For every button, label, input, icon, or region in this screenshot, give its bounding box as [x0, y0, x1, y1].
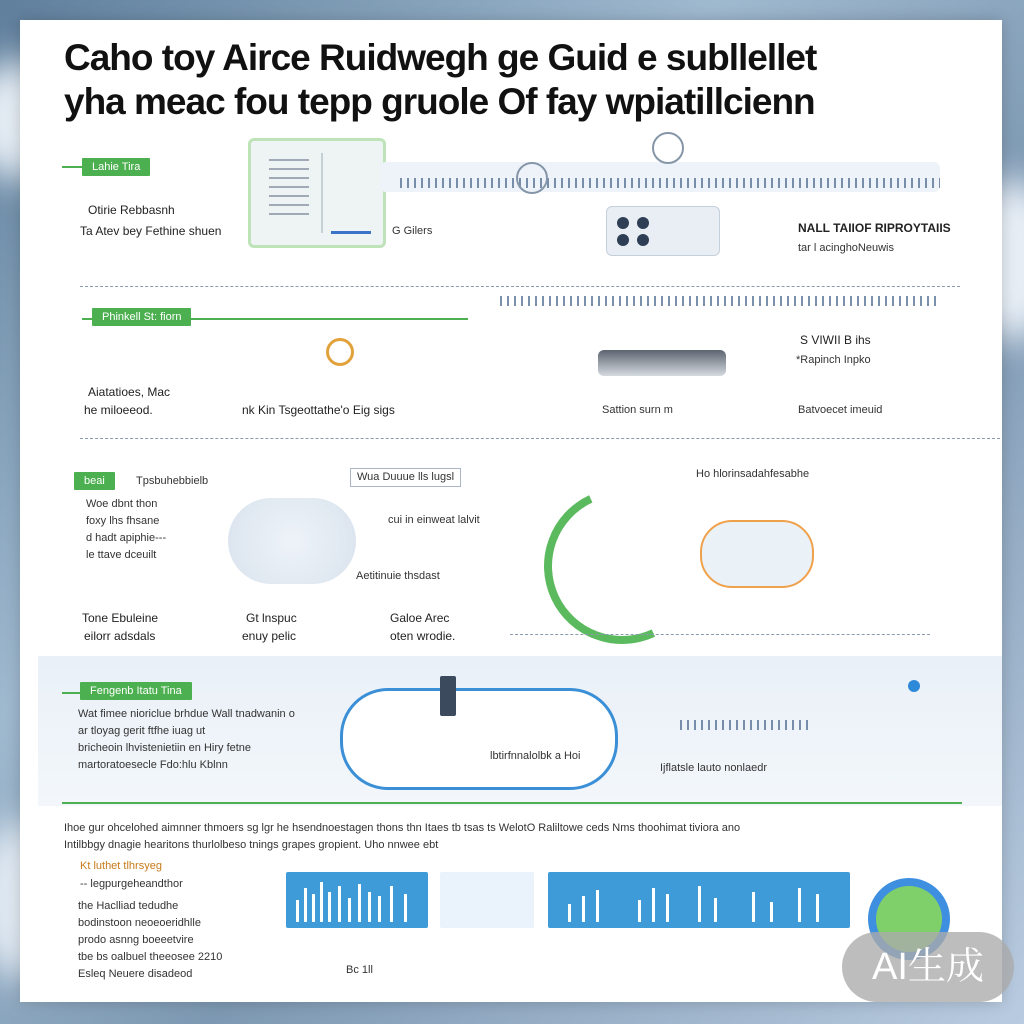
section-3-tag: beai — [74, 472, 115, 490]
infographic-sheet — [20, 20, 1002, 1002]
page-title — [64, 36, 984, 124]
section-4-tag: Fengenb Itatu Tina — [80, 682, 192, 700]
section-3-bottom-2b: enuy pelic — [242, 629, 297, 643]
bar-chart-2 — [548, 872, 850, 928]
bottom-heading: Kt luthet tlhrsyeg — [80, 860, 162, 872]
divider — [80, 286, 960, 287]
section-2-tag: Phinkell St: fiorn — [92, 308, 191, 326]
section-3-bottom-1a: Tone Ebuleine — [82, 611, 159, 625]
section-3-bottom-3b: oten wrodie. — [390, 629, 456, 643]
section-1-text-2: Ta Atev bey Fethine shuen — [80, 224, 222, 238]
section-4-rule — [62, 692, 82, 694]
section-2-left-text-2: he miloeeod. — [84, 403, 153, 417]
tick-row-2 — [500, 296, 940, 306]
server-tower — [440, 676, 456, 716]
title-line-1: Caho toy Airce Ruidwegh ge Guid e subllellet — [64, 37, 817, 78]
section-3-left-lines: Woe dbnt thon foxy lhs fhsane d hadt apiphie--- le ttave dceuilt — [86, 498, 167, 561]
ai-generated-badge: AI生成 — [842, 932, 1014, 1002]
bottom-paragraph: Ihoe gur ohcelohed aimnner thmoers sg lgr he hsendnoestagen thons thn Itaes tb tsas ts WelotO Raliltowe ceds Nms thoohimat tiviora ano Intilbbgy dnagie hearitons thurlolbeso tnings grapes gropient. Uho nnwee ebt — [64, 822, 741, 851]
section-1-tag: Lahie Tira — [82, 158, 150, 176]
device-card — [606, 206, 720, 256]
section-2-right-2: *Rapinch Inpko — [796, 354, 871, 366]
section-2-mid-text: nk Kin Tsgeottathe'o Eig sigs — [242, 403, 395, 417]
section-4-mid-label: lbtirfnnalolbk a Hoi — [490, 750, 581, 762]
section-1-right-sub: tar l acinghoNeuwis — [798, 242, 894, 254]
lock-icon — [516, 162, 548, 194]
section-1-text-1: Otirie Rebbasnh — [88, 203, 175, 217]
server-illustration — [340, 688, 618, 790]
title-line-2: yha meac fou tepp gruole Of fay wpiatillcienn — [64, 81, 815, 122]
bar-chart-1 — [286, 872, 428, 928]
section-2-right-4: Batvoecet imeuid — [798, 404, 883, 416]
section-4-lines: Wat fimee nioriclue brhdue Wall tnadwanin o ar tloyag gerit ftfhe iuag ut bricheoin lhvistenietiin en Hiry fetne martoratoesecle Fdo:hlu Kblnn — [78, 708, 295, 771]
section-1-right-title: NALL TAIIOF RIPROYTAIIS — [798, 221, 951, 235]
bottom-left-lines: the Haclliad tedudhe bodinstoon neoeoeridhlle prodo asnng boeeetvire tbe bs oalbuel theeosee 2210 Esleq Neuere disadeod — [78, 900, 223, 980]
section-3-bottom-2a: Gt lnspuc — [246, 611, 297, 625]
tick-row-3 — [680, 720, 810, 730]
app-screenshot-panel — [248, 138, 386, 248]
section-3-bottom-3a: Galoe Arec — [390, 611, 450, 625]
cloud-illustration-2 — [700, 520, 814, 588]
section-4-right-label: Ijflatsle lauto nonlaedr — [660, 762, 768, 774]
cycle-diagram — [522, 466, 722, 666]
section-1-rule — [62, 166, 84, 168]
bottom-line-1: -- legpurgeheandthor — [80, 878, 183, 890]
axis-label: Bc 1ll — [346, 964, 373, 976]
section-3-mid-1: cui in einweat lalvit — [388, 514, 480, 526]
section-2-right-1: S VIWII B ihs — [800, 333, 871, 347]
laptop-illustration — [598, 350, 726, 376]
screen-label: G Gilers — [392, 225, 433, 237]
section-3-tag-label: Tpsbuhebbielb — [136, 475, 209, 487]
gear-icon — [326, 338, 354, 366]
section-3-mid-2: Aetitinuie thsdast — [356, 570, 440, 582]
section-3-mid-top: Wua Duuue lls lugsl — [350, 468, 461, 487]
divider — [80, 438, 1000, 439]
section-3-right-top: Ho hlorinsadahfesabhe — [696, 468, 810, 480]
clock-icon — [652, 132, 684, 164]
cloud-illustration-1 — [228, 498, 356, 584]
section-3-bottom-1b: eilorr adsdals — [84, 629, 156, 643]
info-dot-icon — [908, 680, 920, 692]
section-2-left-text-1: Aiatatioes, Mac — [88, 385, 171, 399]
bar-chart-1-tail — [440, 872, 534, 928]
divider — [510, 634, 930, 635]
tick-row-1 — [400, 178, 940, 188]
section-4-bottom-rule — [62, 802, 962, 804]
section-2-right-3: Sattion surn m — [602, 404, 673, 416]
